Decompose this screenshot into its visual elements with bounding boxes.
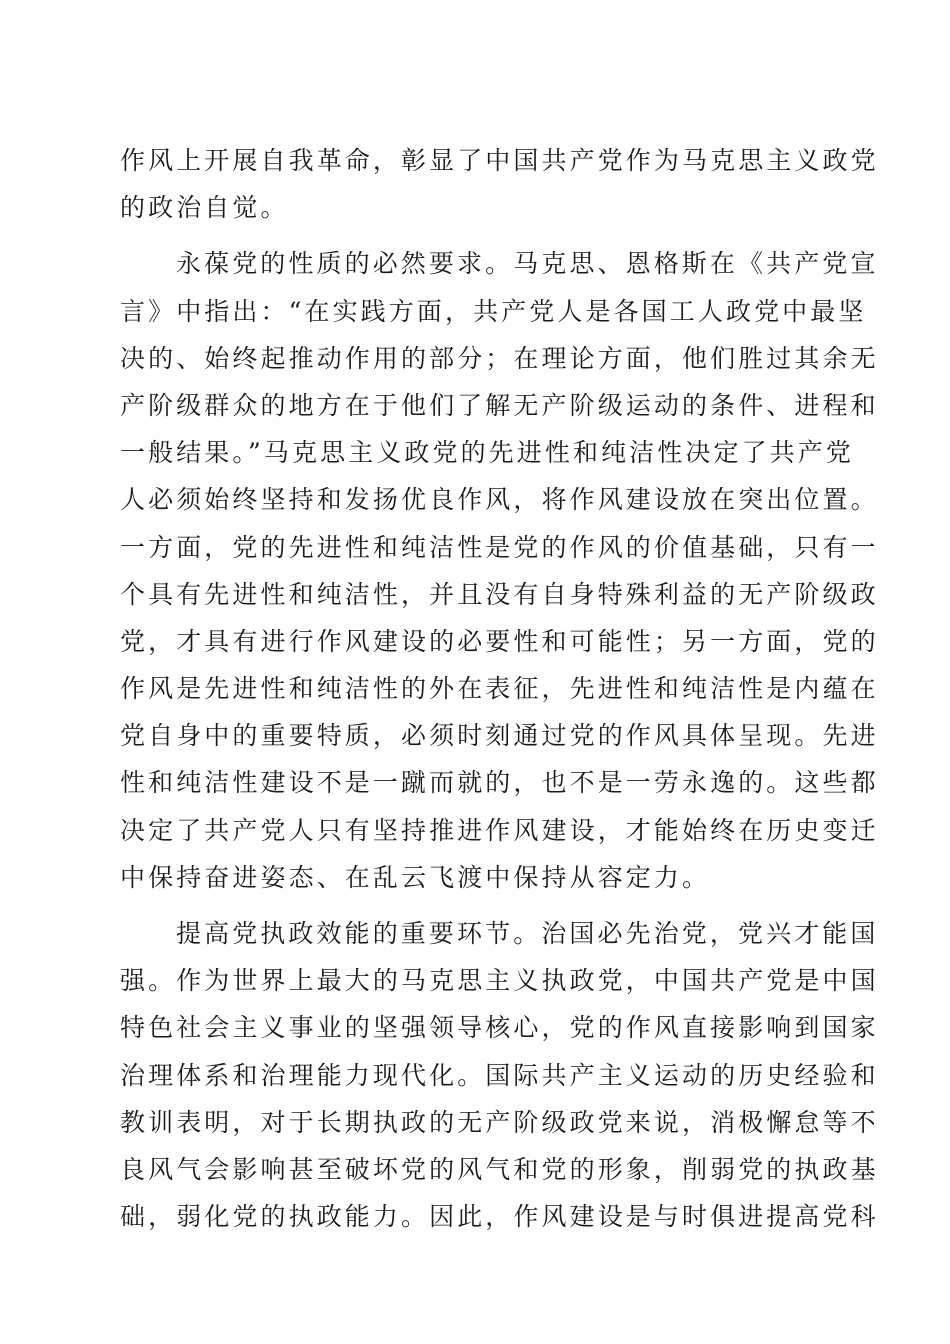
- text-line: 特色社会主义事业的坚强领导核心，党的作风直接影响到国家: [120, 1013, 879, 1043]
- text-line: 产阶级群众的地方在于他们了解无产阶级运动的条件、进程和: [120, 390, 879, 420]
- text-line: 强。作为世界上最大的马克思主义执政党，中国共产党是中国: [120, 966, 879, 996]
- text-line: 一般结果。”马克思主义政党的先进性和纯洁性决定了共产党: [120, 438, 854, 468]
- text-line: 决的、始终起推动作用的部分；在理论方面，他们胜过其余无: [120, 343, 879, 373]
- text-line: 教训表明，对于长期执政的无产阶级政党来说，消极懈怠等不: [120, 1107, 879, 1137]
- text-line: 作风上开展自我革命，彰显了中国共产党作为马克思主义政党: [120, 146, 879, 175]
- paragraph-1: [120, 137, 879, 231]
- text-line: 个具有先进性和纯洁性，并且没有自身特殊利益的无产阶级政: [120, 579, 879, 609]
- text-line: 良风气会影响甚至破坏党的风气和党的形象，削弱党的执政基: [120, 1154, 879, 1184]
- text-line: 治理体系和治理能力现代化。国际共产主义运动的历史经验和: [120, 1060, 879, 1090]
- text-line: 永葆党的性质的必然要求。马克思、恩格斯在《共产党宣: [176, 249, 879, 279]
- text-line: 决定了共产党人只有坚持推进作风建设，才能始终在历史变迁: [120, 815, 879, 845]
- text-line: 提高党执政效能的重要环节。治国必先治党，党兴才能国: [176, 919, 879, 948]
- text-line: 言》中指出：“在实践方面，共产党人是各国工人政党中最坚: [120, 296, 867, 326]
- text-line: 性和纯洁性建设不是一蹴而就的，也不是一劳永逸的。这些都: [120, 768, 879, 798]
- text-line: 人必须始终坚持和发扬优良作风，将作风建设放在突出位置。: [120, 485, 879, 515]
- text-line: 的政治自觉。: [120, 193, 289, 223]
- text-line: 础，弱化党的执政能力。因此，作风建设是与时俱进提高党科: [120, 1202, 879, 1232]
- text-line: 作风是先进性和纯洁性的外在表征，先进性和纯洁性是内蕴在: [120, 674, 879, 704]
- text-line: 中保持奋进姿态、在乱云飞渡中保持从容定力。: [120, 862, 711, 892]
- paragraph-3: [120, 910, 879, 1240]
- paragraph-2: [120, 240, 879, 901]
- text-line: 党自身中的重要特质，必须时刻通过党的作风具体呈现。先进: [120, 721, 879, 751]
- text-line: 党，才具有进行作风建设的必要性和可能性；另一方面，党的: [120, 626, 879, 656]
- body-text: [120, 137, 879, 1240]
- text-line: 一方面，党的先进性和纯洁性是党的作风的价值基础，只有一: [120, 532, 879, 562]
